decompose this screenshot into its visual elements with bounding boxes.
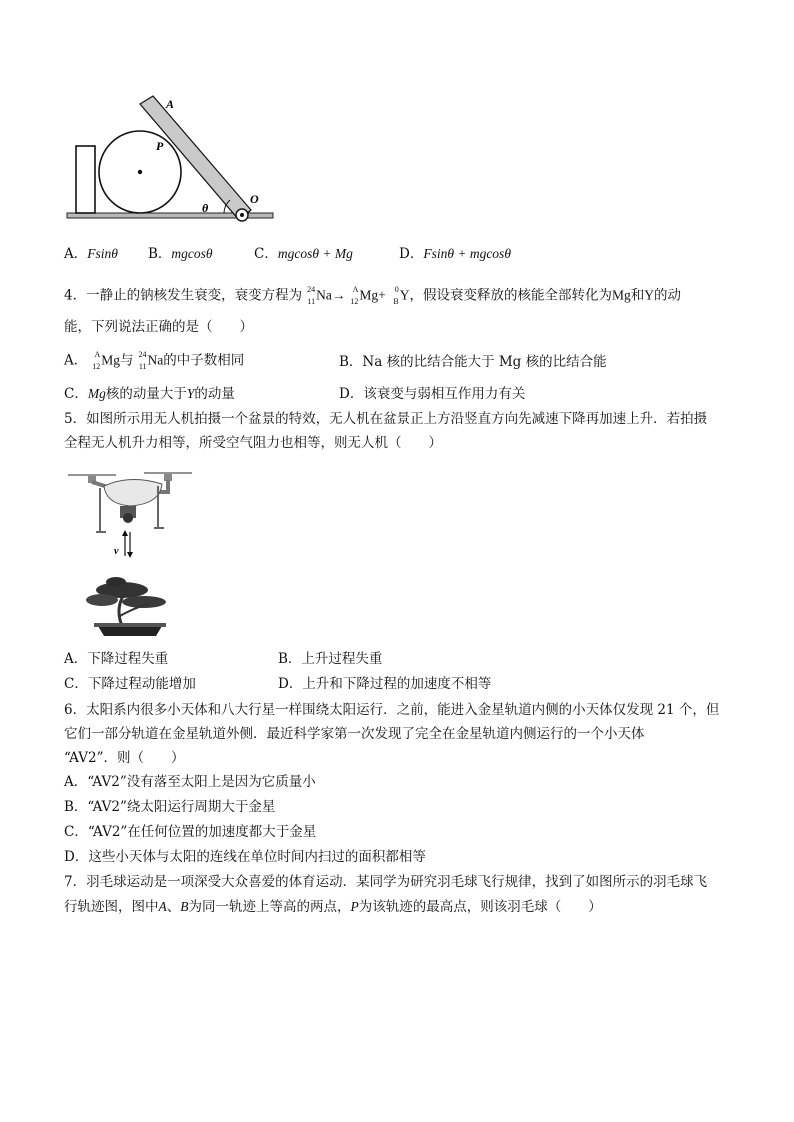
q5-option-c: C．下降过程动能增加 xyxy=(64,676,196,692)
q3-option-c-expr: mgcosθ + Mg xyxy=(277,246,353,261)
q7-stem-line1: 7．羽毛球运动是一项深受大众喜爱的体育运动．某同学为研究羽毛球飞行规律，找到了如图所示的羽毛球飞 xyxy=(64,874,708,890)
q5-option-d: D．上升和下降过程的加速度不相等 xyxy=(278,676,492,692)
q3-option-a: A．Fsinθ xyxy=(64,246,118,262)
q3-option-d: D．Fsinθ + mgcosθ xyxy=(399,246,511,262)
q5-option-b: B．上升过程失重 xyxy=(278,651,383,667)
q5-stem-line1: 5．如图所示用无人机拍摄一个盆景的特效，无人机在盆景正上方沿竖直方向先减速下降再加速上升．若拍摄 xyxy=(64,411,708,427)
q7-stem-line2: 行轨迹图，图中A、B为同一轨迹上等高的两点，P为该轨迹的最高点，则该羽毛球（ ） xyxy=(64,899,602,915)
q6-option-a: A．“AV2”没有落至太阳上是因为它质量小 xyxy=(64,774,316,790)
label-P: P xyxy=(156,139,164,153)
q6-option-b: B．“AV2”绕太阳运行周期大于金星 xyxy=(64,799,276,815)
q4-stem-line2: 能，下列说法正确的是（ ） xyxy=(64,319,253,335)
q4-option-b: B．Na 核的比结合能大于 Mg 核的比结合能 xyxy=(339,354,607,370)
q3-option-b-expr: mgcosθ xyxy=(171,246,213,261)
q4-option-a: A． A 12 Mg与 24 11 Na的中子数相同 xyxy=(64,350,245,371)
label-theta: θ xyxy=(202,201,209,215)
drone-icon xyxy=(68,473,192,532)
hinge-dot xyxy=(240,213,244,217)
q6-stem-line1: 6．太阳系内很多小天体和八大行星一样围绕太阳运行．之前，能进入金星轨道内侧的小天体仅发现 21 个，但 xyxy=(64,702,720,718)
y-particle: 0 B xyxy=(393,285,399,306)
q4-option-c: C．Mg核的动量大于Y的动量 xyxy=(64,386,235,402)
label-A: A xyxy=(166,97,175,111)
q6-option-c: C．“AV2”在任何位置的加速度都大于金星 xyxy=(64,824,317,840)
q5-stem-line2: 全程无人机升力相等，所受空气阻力也相等，则无人机（ ） xyxy=(64,435,442,451)
q3-option-a-expr: Fsinθ xyxy=(87,246,118,261)
label-O: O xyxy=(250,192,259,206)
q3-option-b: B．mgcosθ xyxy=(148,246,213,262)
arrow-down-head xyxy=(127,552,133,558)
q5-option-a: A．下降过程失重 xyxy=(64,651,169,667)
bonsai-icon xyxy=(86,577,166,636)
block xyxy=(76,146,95,213)
mg-nuclide: A 12 xyxy=(350,285,359,306)
q6-stem-line3: “AV2”．则（ ） xyxy=(64,750,185,766)
na-nuclide: 24 11 xyxy=(307,285,316,306)
arrow-up-head xyxy=(122,530,128,536)
q6-option-d: D．这些小天体与太阳的连线在单位时间内扫过的面积都相等 xyxy=(64,849,426,865)
q3-option-d-expr: Fsinθ + mgcosθ xyxy=(423,246,511,261)
ball-center xyxy=(138,170,142,174)
q3-option-c: C．mgcosθ + Mg xyxy=(254,246,353,262)
q3-figure xyxy=(62,92,282,224)
q4-stem-line1: 4．一静止的钠核发生衰变，衰变方程为 24 11 Na→ A 12 Mg+ 0 B Y，假设衰变释放的核能全部转化为Mg和Y的动 xyxy=(64,285,681,306)
q4-option-d: D．该衰变与弱相互作用力有关 xyxy=(339,386,526,402)
q6-stem-line2: 它们一部分轨道在金星轨道外侧．最近科学家第一次发现了完全在金星轨道内侧运行的一个小天体 xyxy=(64,726,645,742)
q5-figure xyxy=(64,466,199,641)
velocity-label: v xyxy=(114,546,119,557)
